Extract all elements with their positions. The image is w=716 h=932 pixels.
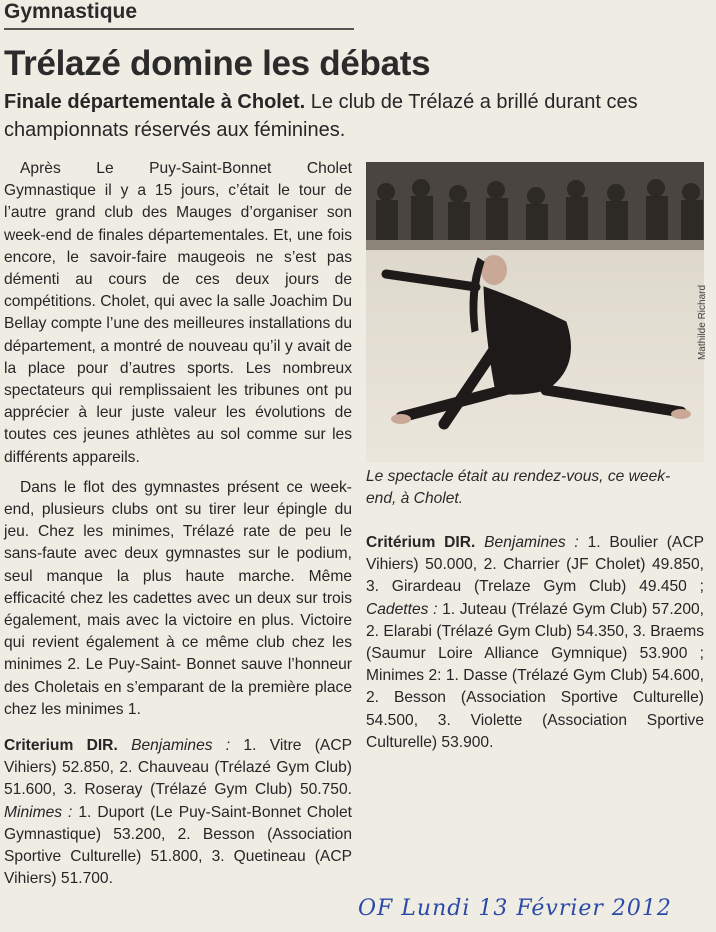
results-category: Cadettes : xyxy=(366,600,438,618)
results-text: 1. Vitre (ACP Vihiers) 52.850, 2. Chauveau (Trélazé Gym Club) 51.600, 3. Roseray (Trélazé Gym Club) 50.750. xyxy=(4,737,353,799)
lead-rest: Le club de Trélazé a brillé durant ces championnats réservés aux féminines. xyxy=(4,91,638,141)
results-category: Benjamines : xyxy=(131,737,231,755)
results-criterium-1 xyxy=(4,735,352,890)
handwritten-source-note: OF Lundi 13 Février 2012 xyxy=(358,896,672,921)
results-category: Minimes : xyxy=(4,803,73,821)
results-category: Benjamines : xyxy=(484,534,579,551)
results-text: 1. Boulier (ACP Vihiers) 50.000, 2. Charrier (JF Cholet) 49.850, 3. Girardeau (Trelaze Gym Club) 49.450 ; xyxy=(366,534,704,596)
left-column xyxy=(4,158,352,891)
lead-strong: Finale départementale à Cholet. xyxy=(4,91,306,113)
lead-paragraph xyxy=(4,88,704,144)
results-text: 1. Duport (Le Puy-Saint-Bonnet Cholet Gymnastique) 53.200, 2. Besson (Association Sportive Culturelle) 51.800, 3. Quetineau (ACP Vihiers) 51.700. xyxy=(4,803,353,888)
headline: Trélazé domine les débats xyxy=(4,44,431,83)
results-label: Criterium DIR. xyxy=(4,737,118,755)
results-text: 1. Juteau (Trélazé Gym Club) 57.200, 2. Elarabi (Trélazé Gym Club) 54.350, 3. Braems (Saumur Loire Alliance Gymnique) 53.900 ; Minimes 2: 1. Dasse (Trélazé Gym Club) 54.600, 2. Besson (Association Sportive Culturelle) 54.500, 3. Violette (Association Sportive Culturelle) 53.900. xyxy=(366,600,704,751)
results-label: Critérium DIR. xyxy=(366,534,476,551)
rubric-divider xyxy=(4,28,354,30)
right-column xyxy=(366,532,704,754)
photo-credit: Mathilde Richard xyxy=(697,284,708,360)
gymnast-photo-illustration xyxy=(366,162,704,462)
photo-caption: Le spectacle était au rendez-vous, ce week-end, à Cholet. xyxy=(366,468,671,507)
body-paragraph-1: Après Le Puy-Saint-Bonnet Cholet Gymnastique il y a 15 jours, c’était le tour de l’autre grand club des Mauges d’organiser son week-end de finales départementales. Et, une fois encore, le savoir-faire maugeois ne s’est pas démenti au cours de ces deux jours de compétitions. Cholet, qui avec la salle Joachim Du Bellay compte l’une des meilleures installations du département, a montré de nouveau qu’il y avait de la place pour d’autres sports. Les nombreux spectateurs qui remplissaient les tribunes ont pu apprécier à leur juste valeur les évolutions de toutes ces jeunes athlètes au sol comme sur les différents appareils. xyxy=(4,160,352,466)
rubric-label: Gymnastique xyxy=(4,0,138,23)
results-criterium-2 xyxy=(366,532,704,754)
body-paragraph-2: Dans le flot des gymnastes présent ce week-end, plusieurs clubs ont su tirer leur épingle du jeu. Chez les minimes, Trélazé rate de peu le sans-faute avec deux gymnastes sur le podium, seul manque la plus haute marche. Même efficacité chez les cadettes avec un deux sur trois également, mais avec la victoire en plus. Victoire qui revient également à ce même club chez les minimes 2. Le Puy-Saint- Bonnet sauve l’honneur des Choletais en s’emparant de la première place chez les minimes 1. xyxy=(4,478,352,718)
gymnast-photo xyxy=(366,162,704,462)
